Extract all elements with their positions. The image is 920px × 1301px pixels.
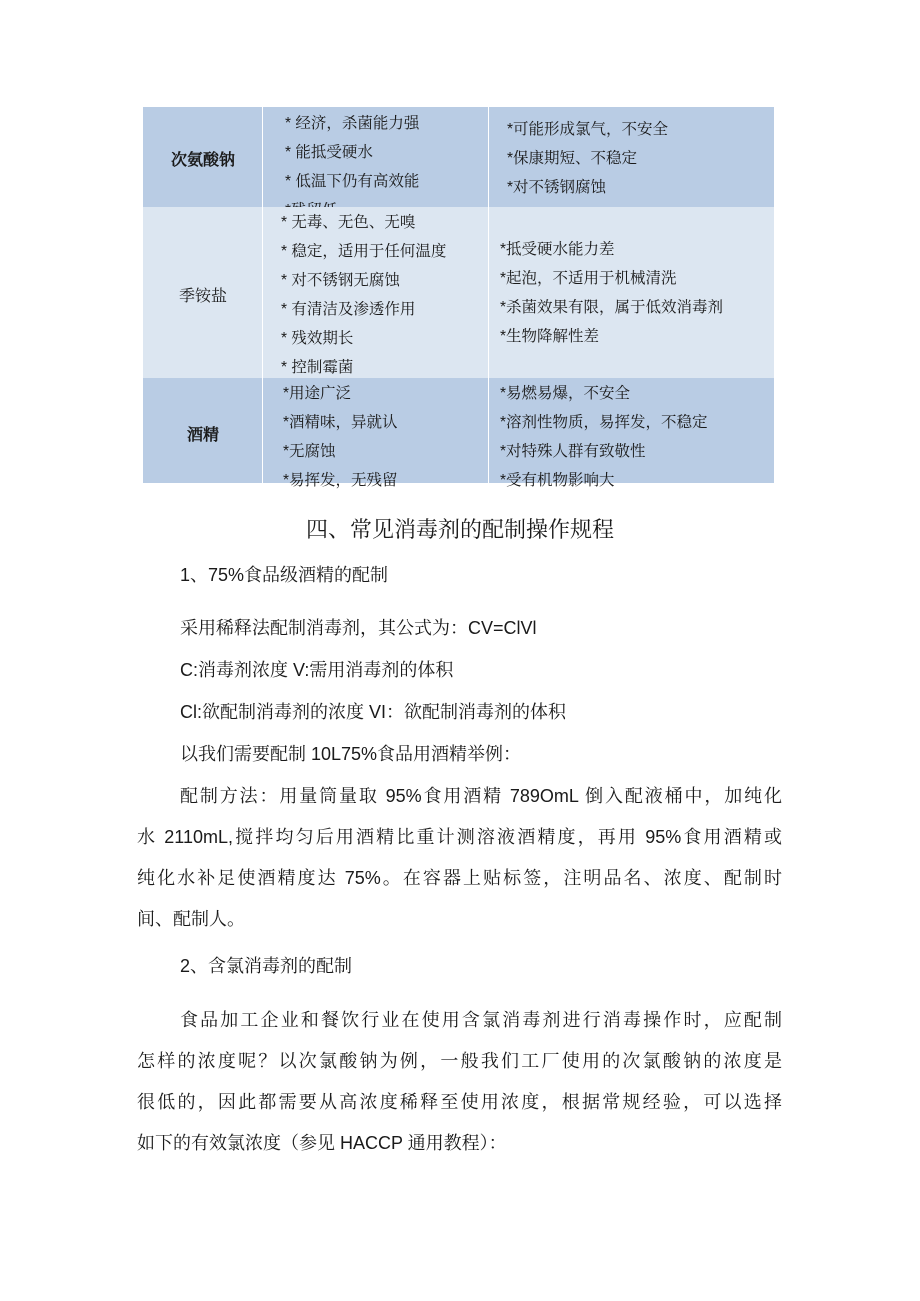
advantage-item: * 稳定，适用于任何温度	[281, 243, 447, 260]
disadvantage-item: *对不锈钢腐蚀	[507, 179, 607, 196]
advantage-item: *易挥发，无残留	[283, 472, 398, 489]
method-paragraph	[137, 776, 782, 940]
advantage-item: * 有清洁及渗透作用	[281, 301, 416, 318]
disadvantage-item: *对特殊人群有致敬性	[500, 443, 646, 460]
disadvantage-item: *起泡，不适用于机械清洗	[500, 270, 677, 287]
disadvantage-item: *杀菌效果有限，属于低效消毒剂	[500, 299, 724, 316]
disinfectant-name: 次氨酸钠	[170, 152, 235, 169]
advantage-item: *酒精味，异就认	[283, 414, 398, 431]
disinfectant-name: 季铵盐	[178, 288, 227, 305]
example-paragraph: 以我们需要配制 10L75%食品用酒精举例：	[180, 744, 522, 764]
advantage-item: * 能抵受硬水	[285, 144, 373, 161]
disadvantage-item: *易燃易爆，不安全	[500, 385, 631, 402]
advantage-item: * 低温下仍有高效能	[285, 173, 420, 190]
paragraph-line: 怎样的浓度呢？以次氯酸钠为例，一般我们工厂使用的次氯酸钠的浓度是	[137, 1051, 782, 1071]
column-divider	[488, 378, 489, 483]
section-heading: 四、常见消毒剂的配制操作规程	[305, 517, 614, 542]
table-row	[143, 107, 774, 207]
subheading-alcohol: 1、75%食品级酒精的配制	[180, 565, 389, 585]
disadvantage-item: *抵受硬水能力差	[500, 241, 615, 258]
disadvantage-item: *生物降解性差	[500, 328, 600, 345]
paragraph-line: 配制方法：用量筒量取 95%食用酒精 789OmL 倒入配液桶中，加纯化	[180, 786, 782, 806]
paragraph-line: 水 2110mL,搅拌均匀后用酒精比重计测溶液酒精度，再用 95%食用酒精或	[137, 827, 782, 847]
disadvantage-item: *可能形成氯气，不安全	[507, 121, 669, 138]
disinfectant-name: 酒精	[186, 427, 219, 444]
disadvantages-cell	[507, 115, 668, 202]
column-divider	[488, 107, 489, 207]
advantage-item: * 控制霉菌	[281, 359, 354, 376]
disadvantage-item: *保康期短、不稳定	[507, 150, 638, 167]
definition-c-v: C:消毒剂浓度 V:需用消毒剂的体积	[180, 660, 454, 680]
disinfectant-comparison-table	[143, 107, 774, 489]
subheading-chlorine: 2、含氯消毒剂的配制	[180, 956, 353, 976]
chlorine-paragraph	[137, 1000, 782, 1164]
advantage-item: * 残效期长	[281, 330, 354, 347]
advantages-cell	[281, 208, 446, 382]
paragraph-line: 纯化水补足使酒精度达 75%。在容器上贴标签，注明品名、浓度、配制时	[137, 868, 782, 888]
disadvantage-item: *受有机物影响大	[500, 472, 615, 489]
advantage-item: * 对不锈钢无腐蚀	[281, 272, 400, 289]
paragraph-line: 如下的有效氯浓度（参见 HACCP 通用教程）：	[137, 1133, 507, 1153]
advantage-item: *无腐蚀	[283, 443, 336, 460]
formula-paragraph: 采用稀释法配制消毒剂，其公式为：CV=ClVl	[180, 618, 537, 638]
definition-cl-vl: Cl:欲配制消毒剂的浓度 VI：欲配制消毒剂的体积	[180, 702, 567, 722]
advantage-item: * 无毒、无色、无嗅	[281, 214, 416, 231]
advantage-item: * 经济，杀菌能力强	[285, 115, 420, 132]
table-row	[143, 378, 774, 489]
paragraph-line: 很低的，因此都需要从高浓度稀释至使用浓度，根据常规经验，可以选择	[137, 1092, 782, 1112]
disadvantage-item: *溶剂性物质，易挥发，不稳定	[500, 414, 708, 431]
paragraph-line: 间、配制人。	[137, 909, 245, 929]
table-row	[143, 207, 774, 378]
disadvantages-cell	[500, 235, 723, 351]
column-divider	[488, 207, 489, 378]
advantages-cell	[283, 379, 398, 495]
paragraph-line: 食品加工企业和餐饮行业在使用含氯消毒剂进行消毒操作时，应配制	[180, 1010, 782, 1030]
advantage-item: *用途广泛	[283, 385, 352, 402]
disadvantages-cell	[500, 379, 708, 495]
